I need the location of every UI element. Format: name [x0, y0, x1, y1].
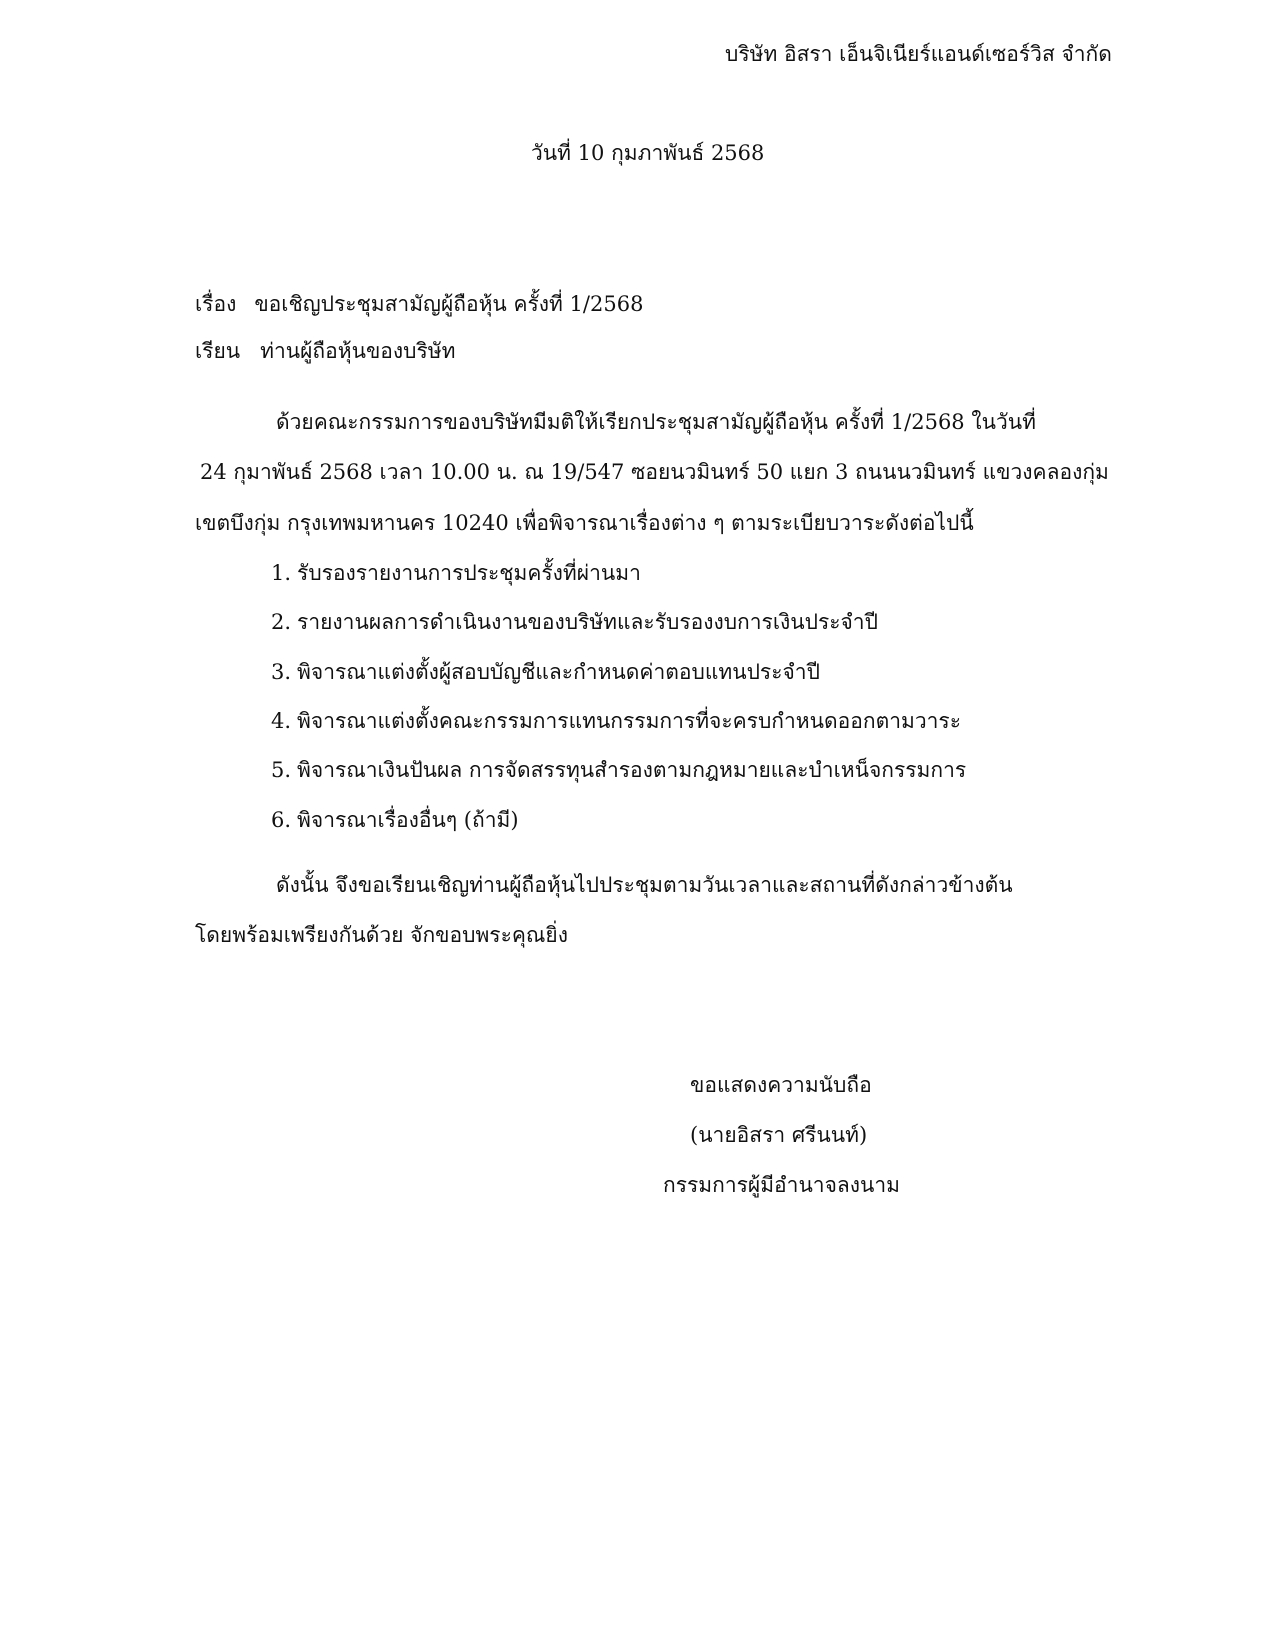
- agenda-number: 1.: [271, 561, 292, 585]
- body-line: ด้วยคณะกรรมการของบริษัทมีมติให้เรียกประชุมสามัญผู้ถือหุ้น ครั้งที่ 1/2568 ในวันที่: [276, 410, 1036, 434]
- agenda-number: 5.: [271, 758, 292, 782]
- agenda-item: [271, 563, 641, 584]
- agenda-text: รายงานผลการดำเนินงานของบริษัทและรับรองงบการเงินประจำปี: [297, 610, 878, 634]
- complimentary-close: ขอแสดงความนับถือ: [690, 1073, 872, 1097]
- agenda-item: [271, 662, 820, 683]
- recipient-row: [195, 341, 455, 362]
- closing-line: ดังนั้น จึงขอเรียนเชิญท่านผู้ถือหุ้นไปประชุมตามวันเวลาและสถานที่ดังกล่าวข้างต้น: [276, 873, 1013, 897]
- agenda-text: พิจารณาเงินปันผล การจัดสรรทุนสำรองตามกฎหมายและบำเหน็จกรรมการ: [297, 758, 967, 782]
- subject-text: ขอเชิญประชุมสามัญผู้ถือหุ้น ครั้งที่ 1/2568: [254, 292, 644, 316]
- agenda-text: พิจารณาแต่งตั้งผู้สอบบัญชีและกำหนดค่าตอบแทนประจำปี: [297, 660, 820, 684]
- company-name: บริษัท อิสรา เอ็นจิเนียร์แอนด์เซอร์วิส จำกัด: [725, 42, 1112, 66]
- agenda-text: พิจารณาแต่งตั้งคณะกรรมการแทนกรรมการที่จะครบกำหนดออกตามวาระ: [297, 709, 961, 733]
- body-line: เขตบึงกุ่ม กรุงเทพมหานคร 10240 เพื่อพิจารณาเรื่องต่าง ๆ ตามระเบียบวาระดังต่อไปนี้: [195, 511, 974, 535]
- letter-date: วันที่ 10 กุมภาพันธ์ 2568: [531, 141, 765, 165]
- subject-label: เรื่อง: [195, 292, 237, 316]
- agenda-number: 4.: [271, 709, 292, 733]
- subject-row: [195, 294, 643, 315]
- agenda-item: [271, 760, 966, 781]
- agenda-item: [271, 612, 878, 633]
- agenda-text: พิจารณาเรื่องอื่นๆ (ถ้ามี): [297, 808, 519, 832]
- agenda-text: รับรองรายงานการประชุมครั้งที่ผ่านมา: [297, 561, 641, 585]
- agenda-number: 6.: [271, 808, 292, 832]
- agenda-number: 3.: [271, 660, 292, 684]
- signer-title: กรรมการผู้มีอำนาจลงนาม: [663, 1173, 901, 1197]
- closing-line: โดยพร้อมเพรียงกันด้วย จักขอบพระคุณยิ่ง: [195, 923, 568, 947]
- signer-name: (นายอิสรา ศรีนนท์): [690, 1123, 868, 1147]
- agenda-number: 2.: [271, 610, 292, 634]
- recipient-text: ท่านผู้ถือหุ้นของบริษัท: [260, 339, 456, 363]
- recipient-label: เรียน: [195, 339, 241, 363]
- agenda-item: [271, 810, 519, 831]
- agenda-item: [271, 711, 961, 732]
- body-line: 24 กุมาพันธ์ 2568 เวลา 10.00 น. ณ 19/547 ซอยนวมินทร์ 50 แยก 3 ถนนนวมินทร์ แขวงคลองกุ่ม: [200, 460, 1109, 484]
